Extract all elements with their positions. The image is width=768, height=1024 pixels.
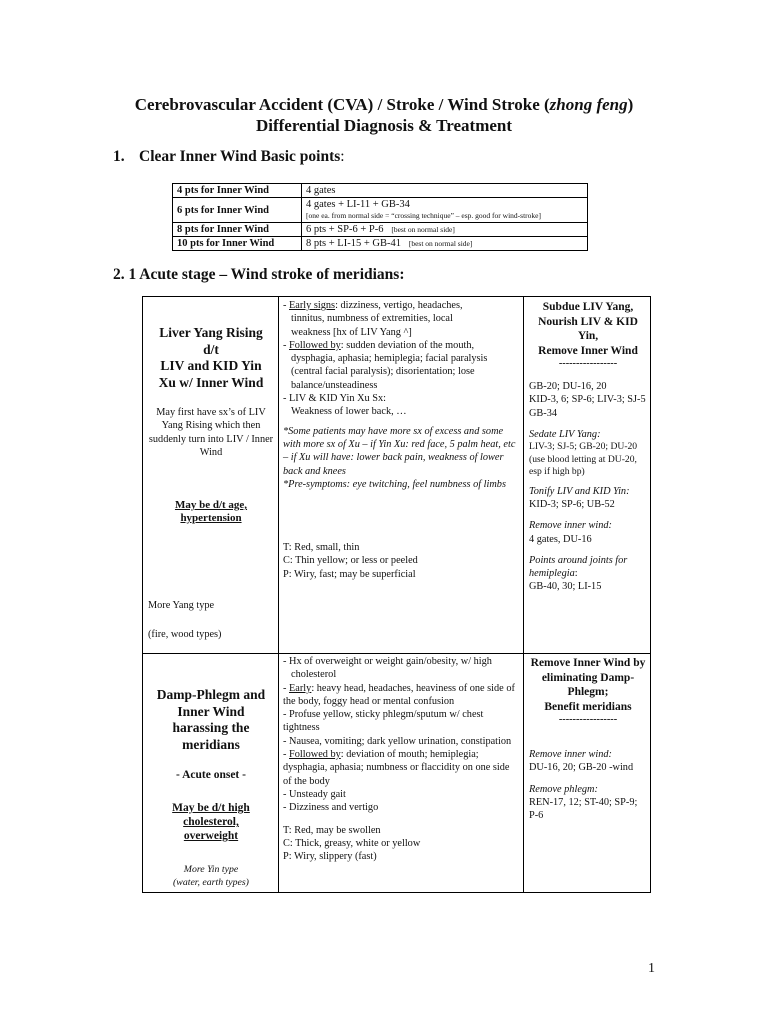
row2-symptoms: - Hx of overweight or weight gain/obesity, w/ high cholesterol - Early: heavy head, headaches, heaviness of one side of the body, foggy head or mental confusion - Profuse yellow, sticky phlegm/sputum w/ chest tightness - Nausea, vomiting; dark yellow urination, constipation - Followed by: deviation of mouth; hemiplegia; dysphagia, aphasia; numbness or flaccidity on one side of the body - Unsteady gait - Dizziness and vertigo T: Red, may be swollen C: Thick, greasy, white or yellow P: Wiry, slippery (fast) bbox=[283, 656, 515, 863]
table-cell-value: 4 gates bbox=[302, 184, 588, 198]
table-cell-value: 8 pts + LI-15 + GB-41 [best on normal side] bbox=[302, 237, 588, 251]
row1-cause: May be d/t age, hypertension bbox=[174, 499, 248, 525]
table-cell-label: 10 pts for Inner Wind bbox=[173, 237, 302, 251]
table-cell-label: 6 pts for Inner Wind bbox=[173, 198, 302, 223]
row1-title: Liver Yang Rising d/t LIV and KID Yin Xu w/ Inner Wind bbox=[158, 325, 264, 390]
row1-treatment: Subdue LIV Yang, Nourish LIV & KID Yin, Remove Inner Wind ----------------- GB-20; DU-16, 20 KID-3, 6; SP-6; LIV-3; SJ-5 GB-34 Sedate LIV Yang: LIV-3; SJ-5; GB-20; DU-20 (use blood letting at DU-20, esp if high bp) Tonify LIV and KID Yin: KID-3; SP-6; UB-52 Remove inner wind: 4 gates, DU-16 Points around joints for hemiplegia: GB-40, 30; LI-15 bbox=[529, 301, 646, 593]
row2-treatment: Remove Inner Wind by eliminating Damp-Phlegm; Benefit meridians ----------------- Remove inner wind: DU-16, 20; GB-20 -wind Remove phlegm: REN-17, 12; ST-40; SP-9; P-6 bbox=[529, 657, 646, 822]
table-cell-label: 4 pts for Inner Wind bbox=[173, 184, 302, 198]
points-table bbox=[172, 183, 588, 251]
table-cell-value: 4 gates + LI-11 + GB-34 [one ea. from normal side = “crossing technique” – esp. good for wind-stroke] bbox=[302, 198, 588, 223]
section-heading-2: 2. 1 Acute stage – Wind stroke of meridians: bbox=[113, 266, 405, 283]
section-heading-1: 1. Clear Inner Wind Basic points: bbox=[113, 148, 345, 165]
row1-type2: (fire, wood types) bbox=[148, 629, 222, 640]
row2-onset: - Acute onset - bbox=[176, 769, 246, 781]
row-divider bbox=[143, 653, 650, 654]
table-row bbox=[173, 184, 588, 198]
row1-symptoms: - Early signs: dizziness, vertigo, headaches, tinnitus, numbness of extremities, local weakness [hx of LIV Yang ^] - Followed by: sudden deviation of the mouth, dysphagia, aphasia; hemiplegia; facial paralysis (central facial paralysis); disorientation; lose balance/unsteadiness - LIV & KID Yin Xu Sx: Weakness of lower back, … *Some patients may have more sx of excess and some with more sx of Xu – if Yin Xu: red face, 5 palm heat, etc – if Xu will have: lower back pain, weakness of lower back and knees *Pre-symptoms: eye twitching, feel numbness of limbs bbox=[283, 300, 516, 490]
column-divider bbox=[523, 297, 524, 892]
table-row bbox=[173, 198, 588, 223]
row1-type: More Yang type bbox=[148, 600, 215, 611]
table-row bbox=[173, 237, 588, 251]
differential-table bbox=[142, 296, 651, 893]
column-divider bbox=[278, 297, 279, 892]
row1-tongue-pulse: T: Red, small, thin C: Thin yellow; or less or peeled P: Wiry, fast; may be superficial bbox=[283, 542, 418, 580]
table-cell-label: 8 pts for Inner Wind bbox=[173, 223, 302, 237]
row2-cause: May be d/t high cholesterol, overweight bbox=[172, 802, 250, 842]
row2-type: More Yin type (water, earth types) bbox=[173, 864, 249, 888]
document-title-line2: Differential Diagnosis & Treatment bbox=[255, 116, 513, 135]
table-cell-value: 6 pts + SP-6 + P-6 [best on normal side] bbox=[302, 223, 588, 237]
row2-title: Damp-Phlegm and Inner Wind harassing the meridians bbox=[156, 687, 266, 752]
row1-description: May first have sx’s of LIV Yang Rising which then suddenly turn into LIV / Inner Wind bbox=[148, 407, 274, 458]
document-title-line1: Cerebrovascular Accident (CVA) / Stroke / Wind Stroke (zhong feng) bbox=[134, 95, 634, 114]
table-row bbox=[173, 223, 588, 237]
page-number: 1 bbox=[648, 961, 655, 976]
